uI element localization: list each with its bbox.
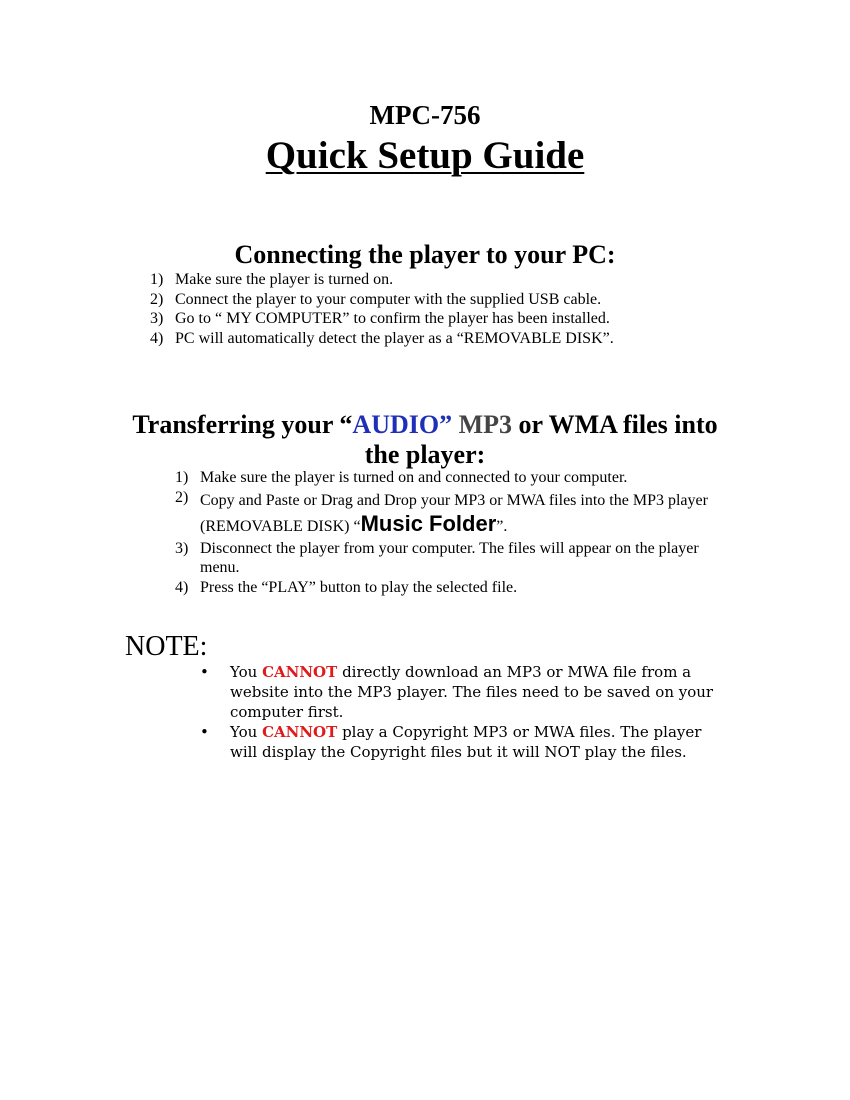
music-folder-label: Music Folder xyxy=(360,510,497,536)
step-text: Make sure the player is turned on. xyxy=(175,271,394,288)
step-number: 4) xyxy=(150,329,164,347)
cannot-emphasis: CANNOT xyxy=(262,723,338,741)
list-item xyxy=(200,722,730,762)
title-line-2: the player: xyxy=(364,440,486,469)
bullet-icon: • xyxy=(200,723,209,741)
note-text: play a Copyright MP3 or MWA files. The player will display the Copyright files but it will NOT play the files. xyxy=(230,723,702,761)
step-text: Copy and Paste or Drag and Drop your MP3 or MWA files into the MP3 player (REMOVABLE DISK) “ xyxy=(200,491,708,535)
bullet-icon: • xyxy=(200,663,209,681)
title-suffix: or WMA files into xyxy=(512,410,718,439)
step-number: 1) xyxy=(175,469,189,486)
step-number: 3) xyxy=(175,539,189,557)
section-connecting-title: Connecting the player to your PC: xyxy=(234,240,616,269)
title-audio-word: AUDIO” xyxy=(352,410,453,439)
title-prefix: Transferring your “ xyxy=(132,410,353,439)
model-number: MPC-756 xyxy=(369,100,481,130)
title-mp3-word: MP3 xyxy=(458,410,513,439)
list-item xyxy=(200,662,730,722)
note-lead: You xyxy=(230,663,263,681)
step-text: Make sure the player is turned on and connected to your computer. xyxy=(200,469,628,486)
note-lead: You xyxy=(230,723,263,741)
list-item xyxy=(175,488,735,539)
step-text: Press the “PLAY” button to play the selected file. xyxy=(200,578,518,596)
step-number: 3) xyxy=(150,310,164,327)
page-title: Quick Setup Guide xyxy=(265,134,585,177)
step-text: PC will automatically detect the player as a “REMOVABLE DISK”. xyxy=(175,329,614,347)
section-transferring-title xyxy=(0,410,850,470)
note-heading: NOTE: xyxy=(125,631,208,662)
step-text: Connect the player to your computer with the supplied USB cable. xyxy=(175,290,602,308)
step-text-end: ”. xyxy=(496,517,508,535)
list-item xyxy=(150,290,710,310)
list-item xyxy=(175,539,735,578)
note-list xyxy=(200,662,730,762)
step-number: 2) xyxy=(175,488,189,506)
list-item xyxy=(150,329,710,349)
step-text: Disconnect the player from your computer. The files will appear on the player menu. xyxy=(200,539,699,576)
list-item xyxy=(150,309,710,329)
connecting-steps-list xyxy=(150,270,710,348)
step-number: 2) xyxy=(150,290,164,308)
note-text: directly download an MP3 or MWA file from a website into the MP3 player. The files need to be saved on your computer first. xyxy=(230,663,714,721)
transferring-steps-list xyxy=(175,468,735,597)
cannot-emphasis: CANNOT xyxy=(262,663,338,681)
step-number: 1) xyxy=(150,271,164,288)
list-item xyxy=(175,578,735,598)
step-text: Go to “ MY COMPUTER” to confirm the player has been installed. xyxy=(175,310,610,327)
list-item xyxy=(175,468,735,488)
step-number: 4) xyxy=(175,578,189,596)
list-item xyxy=(150,270,710,290)
